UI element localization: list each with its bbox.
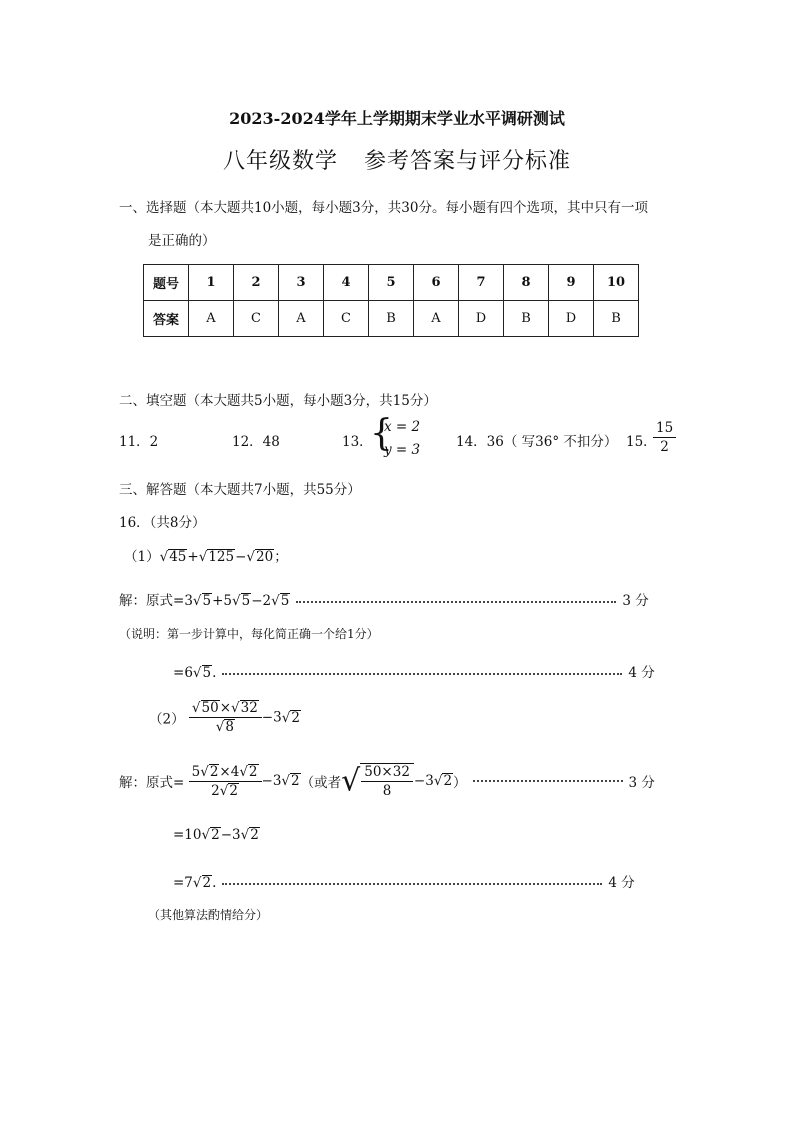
coefficient: 2: [262, 593, 272, 609]
radicand: 45: [169, 549, 187, 565]
answer-q13-line2: y = 3: [384, 442, 421, 458]
operator: −3: [261, 709, 282, 726]
operator: +: [187, 549, 199, 565]
answer-cell: B: [594, 301, 639, 337]
radicand: 2: [291, 709, 300, 726]
section2-heading: 二、填空题（本大题共5小题，每小题3分，共15分）: [119, 393, 437, 409]
operator: ×: [219, 700, 231, 716]
q16-header: 16．（共8分）: [119, 515, 206, 531]
answer-q13-line1: x = 2: [384, 419, 421, 435]
part-label: （1）: [124, 549, 160, 565]
equals: =: [173, 665, 185, 681]
fraction-denominator: 8: [382, 783, 392, 800]
section1-heading-cont: 是正确的）: [148, 233, 216, 249]
answer-cell: D: [549, 301, 594, 337]
operator: −3: [413, 773, 434, 790]
solution2-step2: =10√2−3√2: [173, 827, 259, 843]
answer-cell: B: [504, 301, 549, 337]
subtitle-answer-key: 参考答案与评分标准: [364, 149, 572, 174]
question-number: 5: [369, 265, 414, 301]
expression: =10: [173, 827, 202, 843]
coefficient: 2: [211, 782, 220, 799]
expression: =7: [173, 875, 193, 891]
coefficient: 5: [223, 593, 233, 609]
solution1-step1: 解：原式=3√5+5√5−2√5 3 分: [119, 593, 649, 609]
system-brace: {: [370, 413, 393, 454]
score-label: 3 分: [628, 775, 655, 792]
solution-label: 解：原式=: [119, 775, 185, 792]
row-header-answer: 答案: [144, 301, 189, 337]
score-label: 4 分: [628, 665, 655, 681]
dot-leader: [473, 780, 623, 782]
radicand: 32: [240, 700, 258, 716]
operator: ×4: [219, 763, 240, 780]
operator: −3: [220, 827, 241, 843]
note-step1: （说明：第一步计算中，每化简正确一个给1分）: [119, 627, 379, 641]
operator: −: [235, 549, 247, 565]
dot-leader: [222, 673, 622, 675]
question-number: 8: [504, 265, 549, 301]
answer-cell: A: [414, 301, 459, 337]
score-label: 4 分: [608, 875, 635, 891]
table-row-numbers: [144, 265, 639, 301]
radicand: 2: [248, 763, 258, 780]
solution-label: 解：原式=: [119, 593, 185, 609]
answer-cell: D: [459, 301, 504, 337]
question-number: 9: [549, 265, 594, 301]
answer-q15-label: 15．: [626, 434, 657, 450]
answer-cell: B: [369, 301, 414, 337]
page-subtitle: [0, 144, 794, 175]
operator: −: [251, 593, 263, 609]
radicand: 20: [256, 549, 274, 565]
coefficient: 3: [184, 593, 193, 609]
answer-table: [143, 264, 639, 337]
radicand: 2: [229, 782, 238, 799]
section1-heading: 一、选择题（本大题共10小题，每小题3分，共30分。每小题有四个选项，其中只有一项: [119, 200, 648, 216]
score-label: 3 分: [622, 593, 649, 609]
answer-cell: A: [189, 301, 234, 337]
radicand: 2: [250, 827, 259, 843]
answer-q13-label: 13．: [342, 434, 373, 450]
question-number: 1: [189, 265, 234, 301]
question-number: 6: [414, 265, 459, 301]
fraction-numerator: 50×32: [361, 764, 413, 782]
radicand: 2: [443, 773, 453, 790]
answer-cell: A: [279, 301, 324, 337]
answer-q14: 14．36（ 写36° 不扣分）: [456, 434, 618, 450]
fraction-denominator: 2: [660, 439, 669, 456]
part-label: （2）: [149, 711, 185, 728]
punctuation: .: [212, 665, 217, 681]
note-other-methods: （其他算法酌情给分）: [148, 908, 269, 922]
question-number: 10: [594, 265, 639, 301]
table-row-answers: [144, 301, 639, 337]
section3-heading: 三、解答题（本大题共7小题，共55分）: [119, 482, 361, 498]
question-number: 2: [234, 265, 279, 301]
fraction-numerator: 15: [653, 420, 676, 438]
radicand: 5: [202, 593, 212, 609]
question-number: 4: [324, 265, 369, 301]
coefficient: 6: [184, 665, 193, 681]
radicand: 2: [209, 763, 219, 780]
operator: −3: [261, 773, 282, 790]
answer-q11: 11．2: [119, 434, 159, 450]
radicand: 5: [241, 593, 251, 609]
answer-cell: C: [234, 301, 279, 337]
solution2-step3: =7√2. 4 分: [173, 875, 635, 891]
punctuation: ）: [453, 775, 467, 792]
radicand: 5: [280, 593, 290, 609]
dot-leader: [296, 601, 616, 603]
radicand: 2: [202, 875, 212, 891]
question-number: 3: [279, 265, 324, 301]
q16-part1: （1）√45+√125−√20；: [124, 549, 288, 565]
q16-part2: （2） $\frac{√50\times√32}{√8}$ −3√2: [149, 700, 300, 736]
punctuation: ；: [274, 549, 288, 565]
subtitle-subject: 八年级数学: [222, 149, 338, 174]
operator: +: [212, 593, 224, 609]
dot-leader: [222, 883, 602, 885]
answer-q12: 12．48: [232, 434, 280, 450]
page-title: 2023-2024学年上学期期末学业水平调研测试: [229, 109, 565, 128]
answer-cell: C: [324, 301, 369, 337]
radicand: 125: [208, 549, 235, 565]
radicand: 2: [291, 773, 300, 790]
radicand: 50: [201, 700, 219, 716]
answer-q15-fraction: [653, 420, 676, 455]
row-header-number: 题号: [144, 265, 189, 301]
big-root-sign: √: [341, 763, 361, 799]
punctuation: .: [212, 875, 217, 891]
coefficient: 5: [191, 763, 201, 780]
radicand: 2: [211, 827, 220, 843]
solution2-step1: 解：原式= $\frac{5√2\times 4√2}{2√2}$ −3√2（或者√ $\frac{50\times 32}{8}$ −3√2） 3 分: [119, 763, 655, 800]
solution1-step2: =6√5. 4 分: [173, 665, 655, 681]
big-radicand: [360, 763, 414, 799]
radicand: 5: [202, 665, 212, 681]
alternative-label: （或者: [300, 775, 342, 792]
radicand: 8: [225, 719, 234, 736]
question-number: 7: [459, 265, 504, 301]
